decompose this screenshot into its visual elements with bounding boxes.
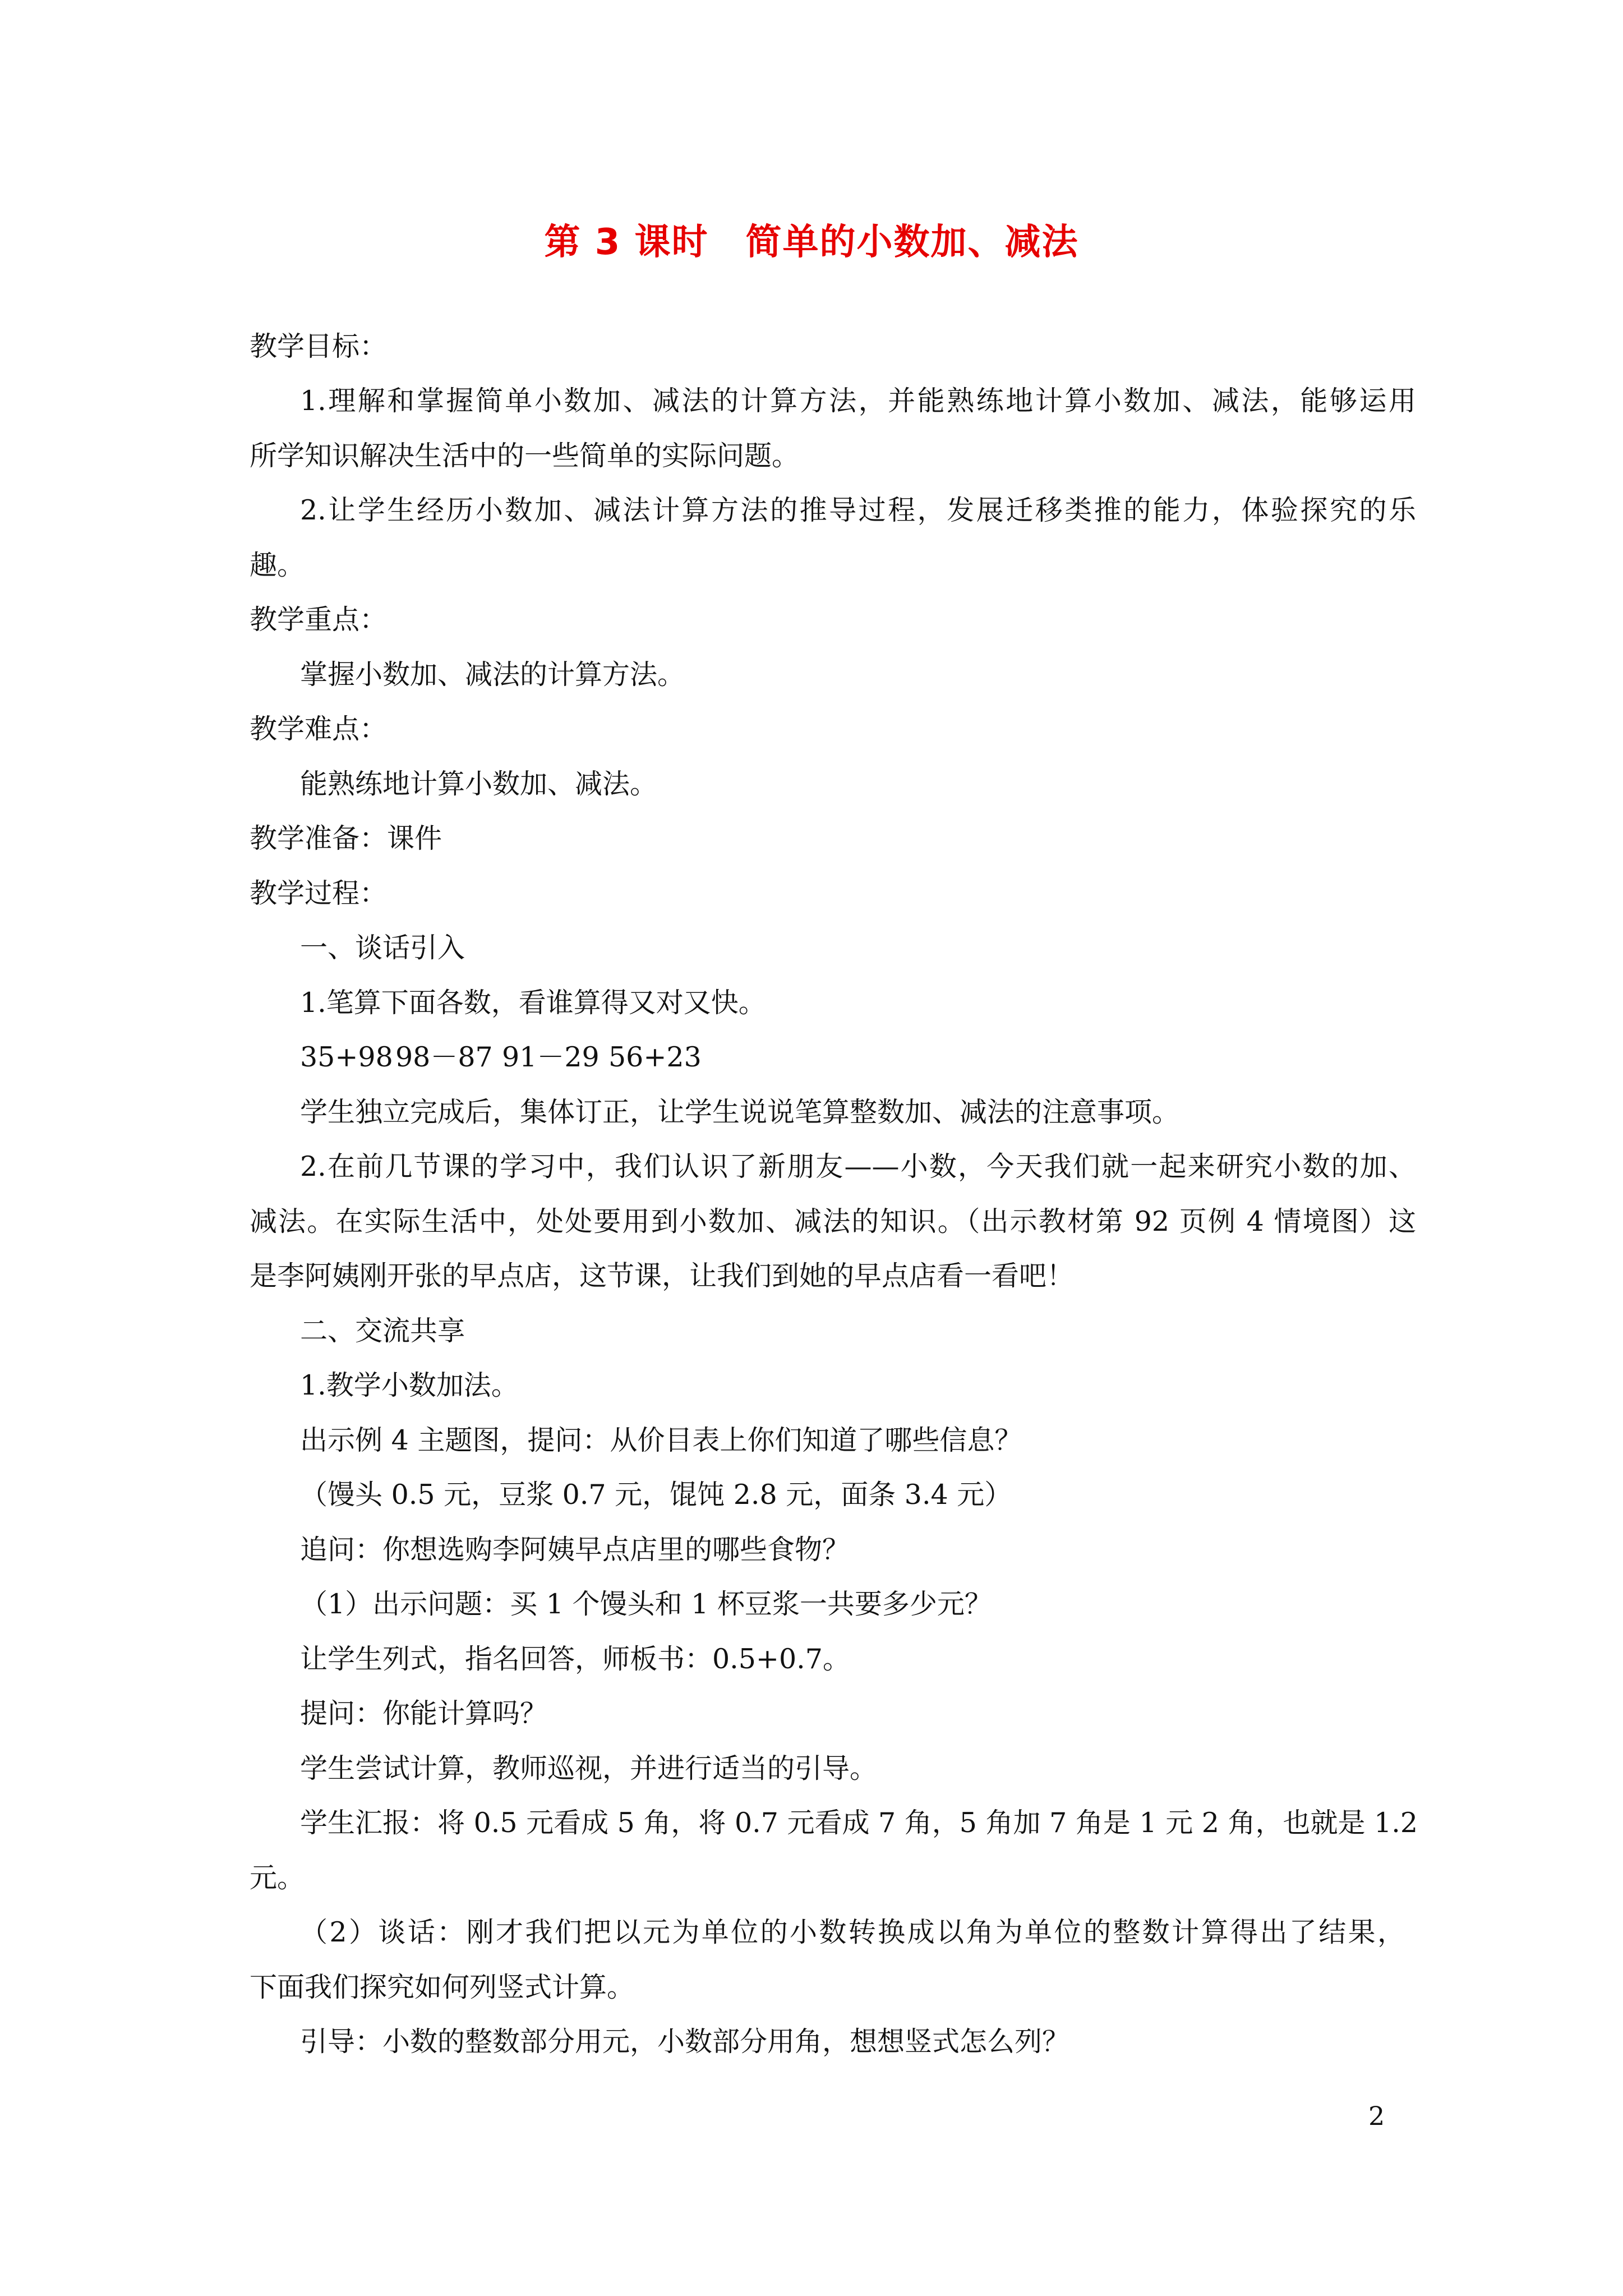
part-1-item-2-line-1: 2.在前几节课的学习中，我们认识了新朋友——小数，今天我们就一起来研究小数的加、 [300, 1151, 1416, 1182]
talk-line-2: 下面我们探究如何列竖式计算。 [250, 1971, 635, 2003]
student-attempt: 学生尝试计算，教师巡视，并进行适当的引导。 [300, 1752, 878, 1784]
part-1-item-1: 1.笔算下面各数，看谁算得又对又快。 [300, 987, 766, 1019]
problem-1: （1）出示问题：买 1 个馒头和 1 杯豆浆一共要多少元？ [300, 1588, 992, 1620]
practice-expressions [300, 1041, 1467, 1074]
objective-2-line-2: 趣。 [250, 549, 305, 581]
difficulty-text: 能熟练地计算小数加、减法。 [300, 768, 658, 800]
part-1-heading: 一、谈话引入 [300, 932, 465, 964]
board-writing: 让学生列式，指名回答，师板书：0.5+0.7。 [300, 1643, 850, 1675]
expression: 35+98 [300, 1041, 393, 1073]
student-report-line-1: 学生汇报：将 0.5 元看成 5 角，将 0.7 元看成 7 角，5 角加 7 角是 1 元 2 角，也就是 1.2 [300, 1807, 1418, 1839]
section-heading-difficulties: 教学难点： [250, 713, 388, 745]
section-heading-process: 教学过程： [250, 877, 388, 909]
part-2-heading: 二、交流共享 [300, 1315, 465, 1347]
talk-line-1: （2）谈话：刚才我们把以元为单位的小数转换成以角为单位的整数计算得出了结果， [300, 1916, 1405, 1948]
expression: 56+23 [608, 1041, 702, 1073]
part-1-correction-note: 学生独立完成后，集体订正，让学生说说笔算整数加、减法的注意事项。 [300, 1096, 1180, 1128]
part-1-item-2-line-3: 是李阿姨刚开张的早点店，这节课，让我们到她的早点店看一看吧！ [250, 1260, 1075, 1292]
key-point-text: 掌握小数加、减法的计算方法。 [300, 659, 685, 691]
expression: 98－87 [395, 1041, 493, 1073]
section-heading-preparation: 教学准备：课件 [250, 822, 442, 854]
section-heading-objectives: 教学目标： [250, 330, 388, 362]
follow-up-question: 追问：你想选购李阿姨早点店里的哪些食物？ [300, 1534, 850, 1566]
section-heading-key-points: 教学重点： [250, 604, 388, 636]
student-report-line-2: 元。 [250, 1862, 305, 1894]
price-info: （馒头 0.5 元，豆浆 0.7 元，馄饨 2.8 元，面条 3.4 元） [300, 1479, 1012, 1511]
page-number: 2 [1368, 2101, 1385, 2131]
objective-1-line-2: 所学知识解决生活中的一些简单的实际问题。 [250, 440, 800, 472]
question-can-calculate: 提问：你能计算吗？ [300, 1697, 548, 1729]
lesson-title: 第 3 课时 简单的小数加、减法 [544, 222, 1079, 263]
objective-1-line-1: 1.理解和掌握简单小数加、减法的计算方法，并能熟练地计算小数加、减法，能够运用 [300, 385, 1416, 417]
part-2-item-1: 1.教学小数加法。 [300, 1369, 519, 1401]
part-1-item-2-line-2: 减法。在实际生活中，处处要用到小数加、减法的知识。（出示教材第 92 页例 4 情境图）这 [250, 1205, 1416, 1237]
guidance-text: 引导：小数的整数部分用元，小数部分用角，想想竖式怎么列？ [300, 2026, 1070, 2058]
expression: 91－29 [502, 1041, 600, 1073]
example-question: 出示例 4 主题图，提问：从价目表上你们知道了哪些信息？ [300, 1424, 1022, 1456]
objective-2-line-1: 2.让学生经历小数加、减法计算方法的推导过程，发展迁移类推的能力，体验探究的乐 [300, 494, 1416, 526]
